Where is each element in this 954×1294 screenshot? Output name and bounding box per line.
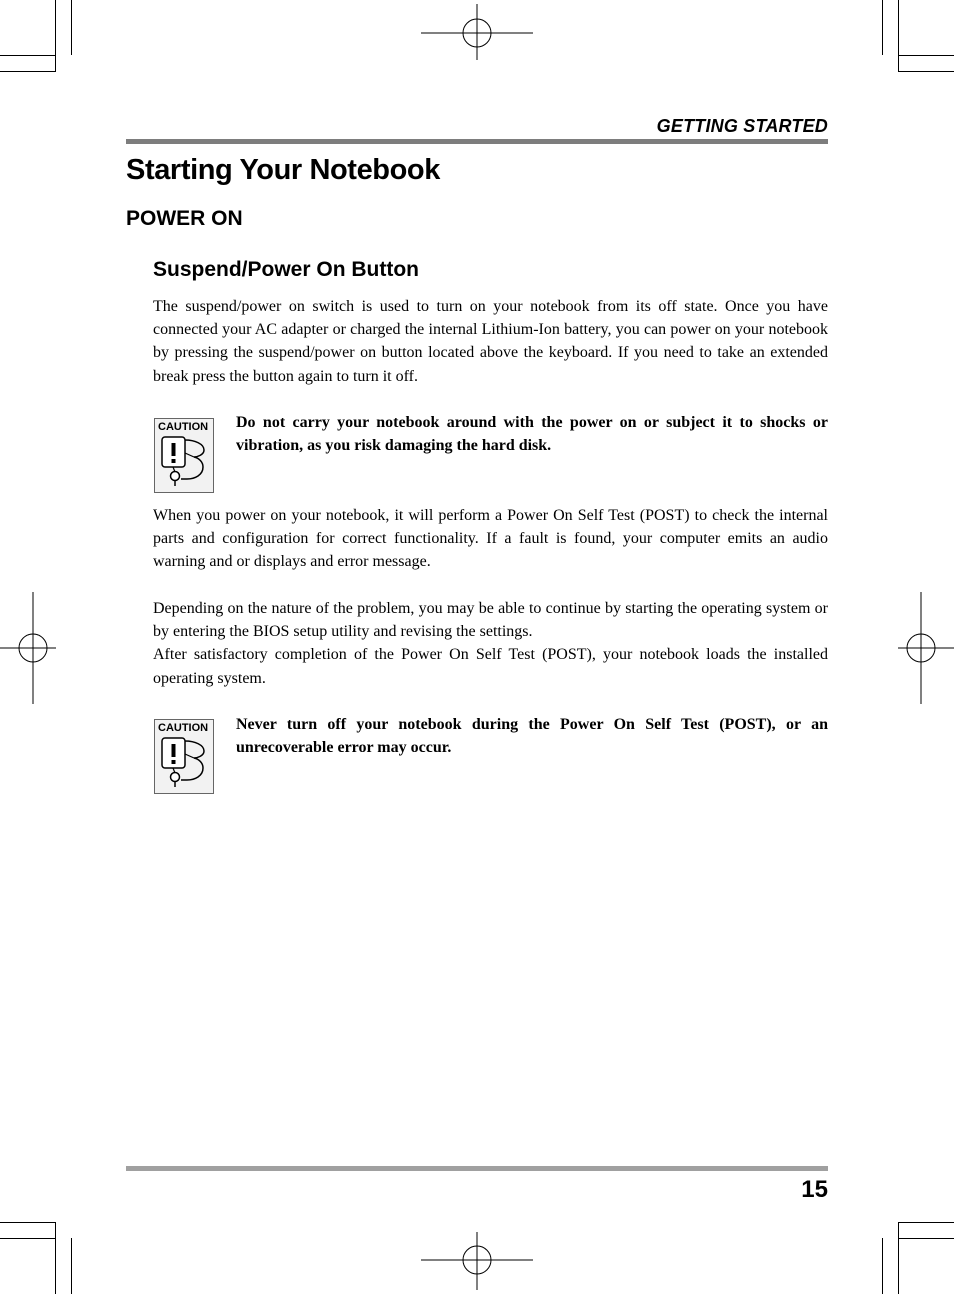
registration-mark-bottom	[421, 1232, 533, 1290]
caution-label: CAUTION	[158, 421, 209, 433]
subsection-title: Suspend/Power On Button	[153, 258, 419, 281]
running-head: GETTING STARTED	[656, 116, 828, 136]
page-title: Starting Your Notebook	[126, 154, 440, 186]
paragraph-problem	[153, 597, 828, 690]
caution-label: CAUTION	[158, 722, 209, 734]
header-rule	[126, 139, 828, 144]
page-number: 15	[801, 1176, 828, 1203]
caution-box	[154, 418, 214, 493]
section-title: POWER ON	[126, 207, 243, 230]
caution-box	[154, 719, 214, 794]
registration-mark-right	[896, 592, 954, 704]
caution-hand-icon	[161, 737, 207, 789]
registration-mark-top	[421, 4, 533, 60]
caution-text: Never turn off your notebook during the Power On Self Test (POST), or an unrecoverable error may occur.	[236, 716, 828, 757]
paragraph-post-complete: After satisfactory completion of the Power On Self Test (POST), your notebook loads the installed operating system.	[153, 646, 828, 687]
caution-text: Do not carry your notebook around with the power on or subject it to shocks or vibration, as you risk damaging the hard disk.	[236, 414, 828, 455]
paragraph-post: When you power on your notebook, it will perform a Power On Self Test (POST) to check the internal parts and configuration for correct functionality. If a fault is found, your computer emits an audio warning and or displays and error message.	[153, 507, 828, 571]
footer-rule	[126, 1166, 828, 1171]
caution-hand-icon	[161, 436, 207, 488]
paragraph-suspend-power: The suspend/power on switch is used to turn on your notebook from its off state. Once you have connected your AC adapter or charged the internal Lithium-Ion battery, you can power on your notebook by pressing the suspend/power on button located above the keyboard. If you need to take an extended break press the button again to turn it off.	[153, 298, 828, 385]
registration-mark-left	[0, 592, 60, 704]
paragraph-problem-line: Depending on the nature of the problem, you may be able to continue by starting the operating system or by entering the BIOS setup utility and revising the settings.	[153, 600, 828, 641]
